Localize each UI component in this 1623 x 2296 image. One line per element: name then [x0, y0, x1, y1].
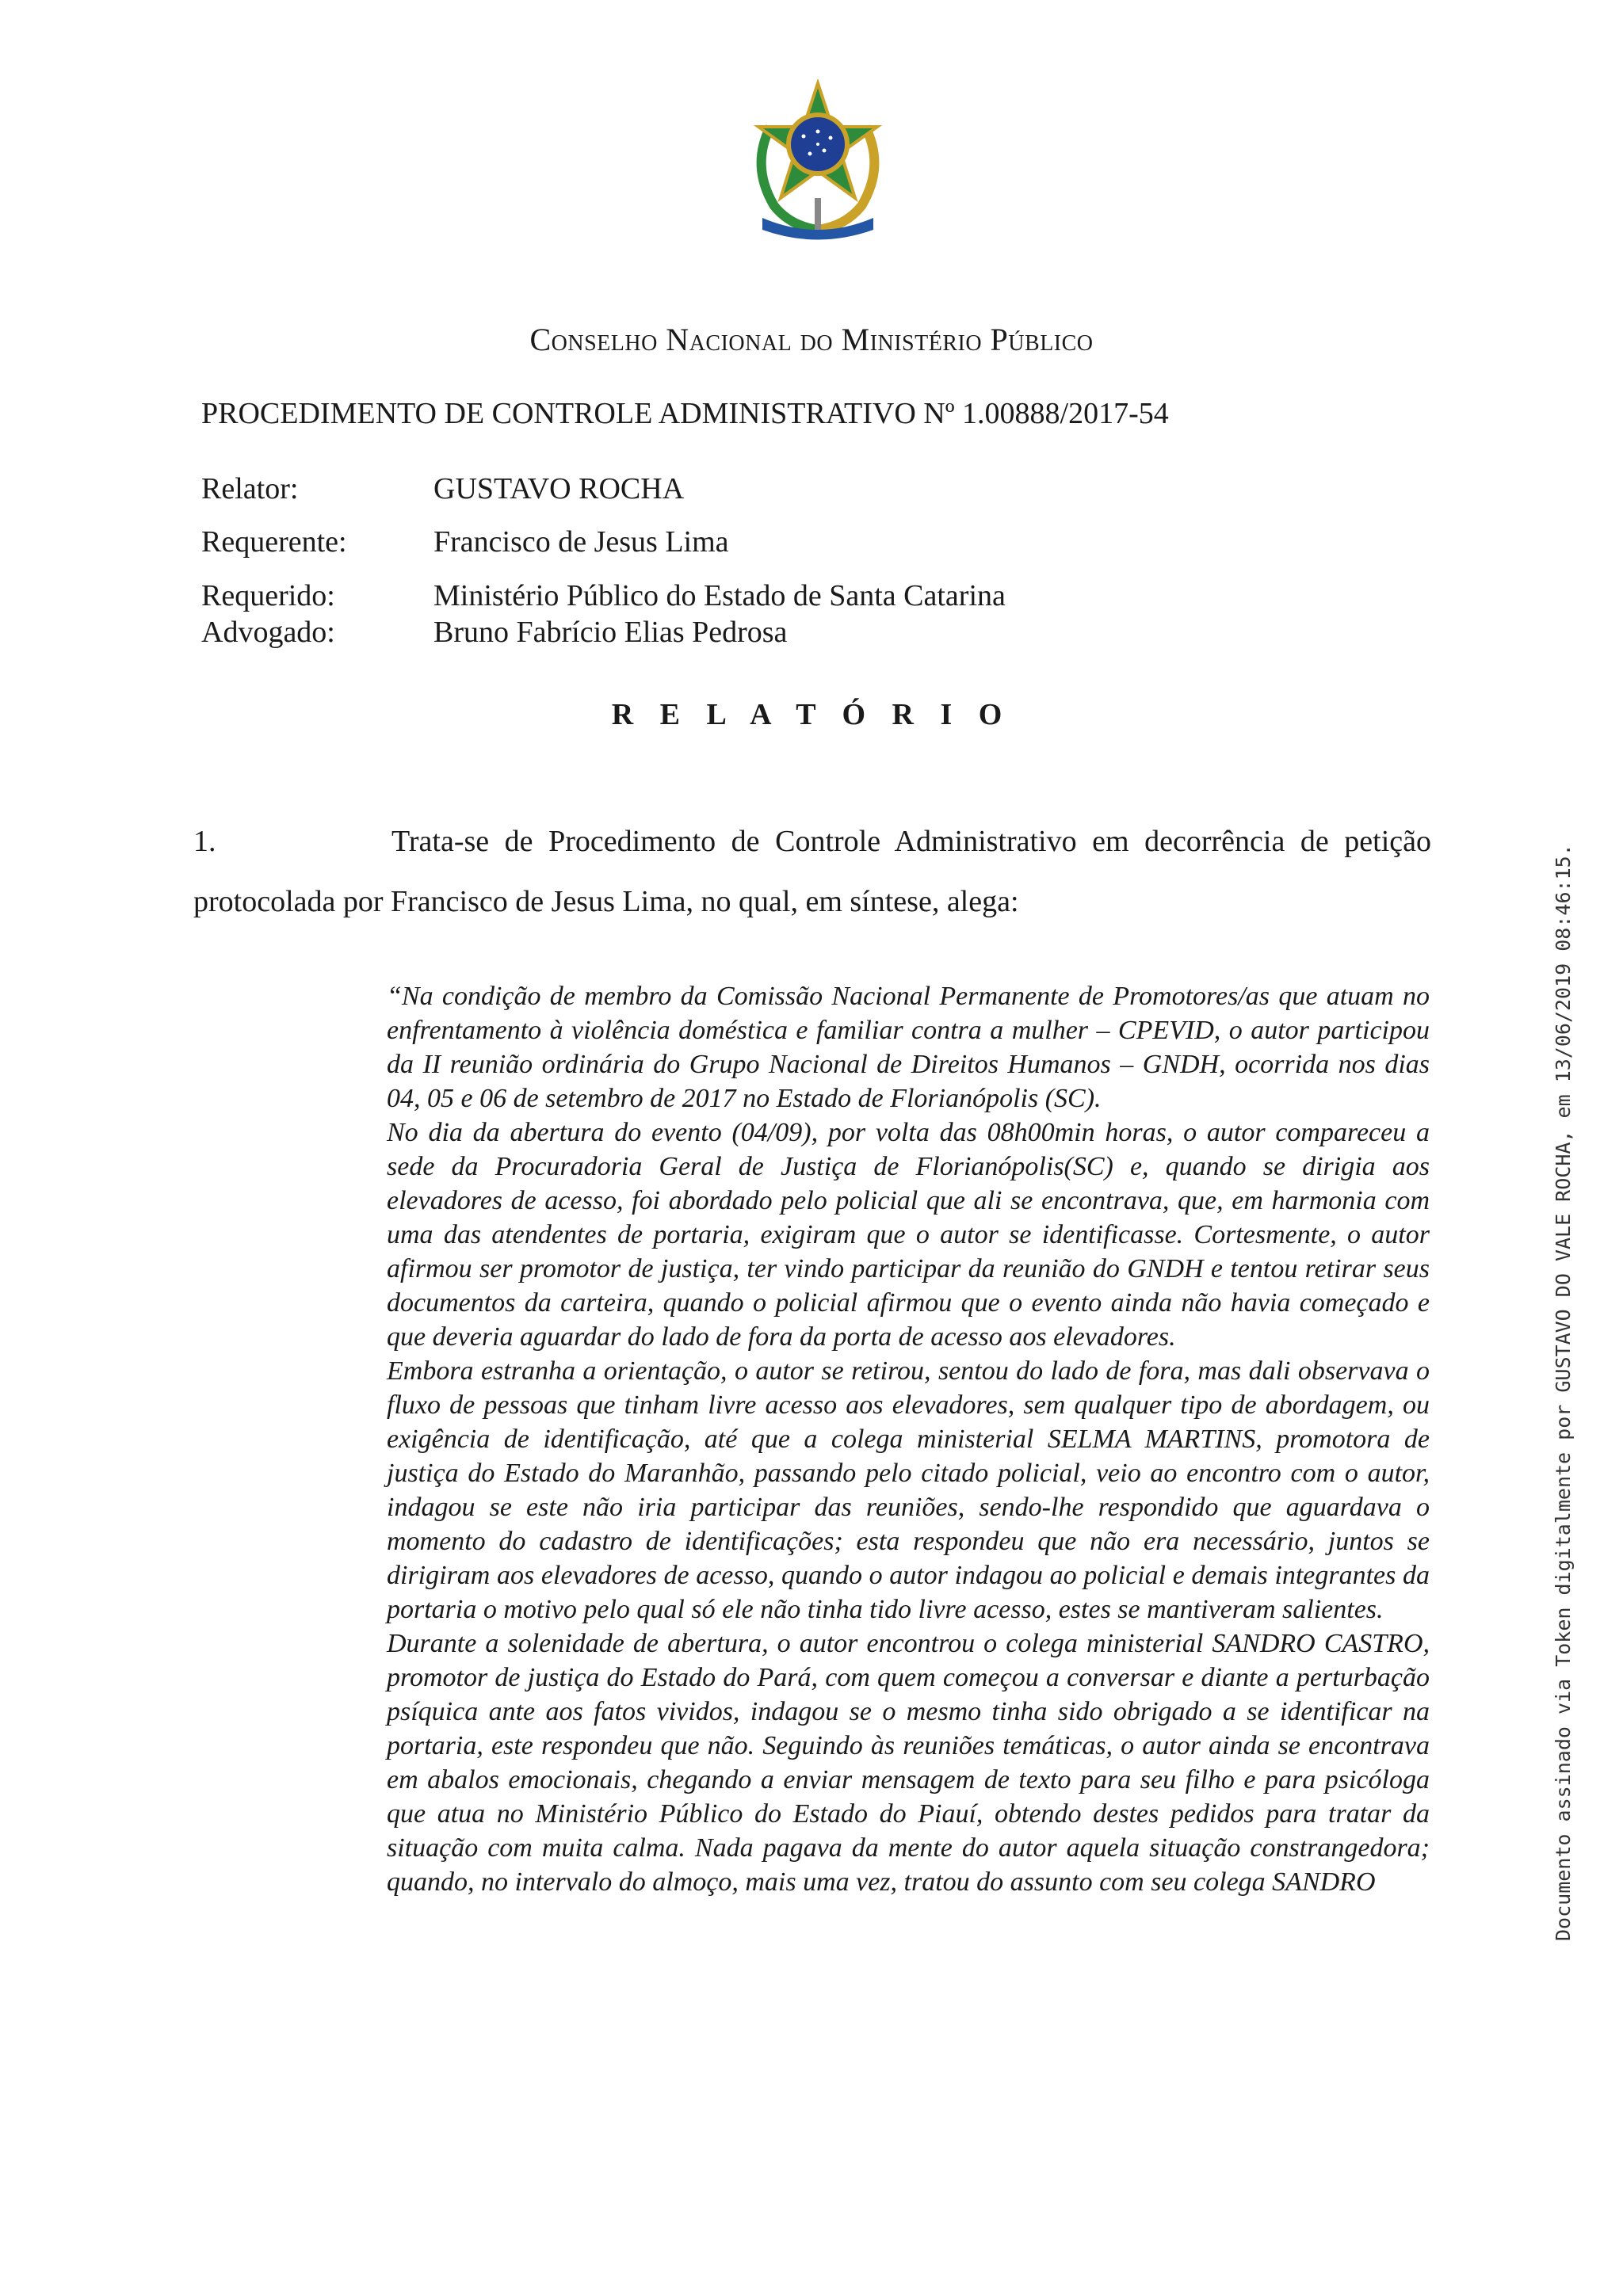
paragraph-number: 1. [193, 825, 216, 858]
party-label-requerente: Requerente: [201, 525, 347, 559]
party-label-relator: Relator: [201, 472, 299, 505]
paragraph-1 [193, 811, 1431, 932]
party-value-relator: GUSTAVO ROCHA [433, 472, 685, 505]
institution-title: Conselho Nacional do Ministério Público [529, 322, 1094, 357]
paragraph-text: Trata-se de Procedimento de Controle Administrativo em decorrência de petição protocolada por Francisco de Jesus Lima, no qual, em síntese, alega: [193, 825, 1431, 918]
quotation-block [387, 979, 1430, 1899]
section-heading: R E L A T Ó R I O [611, 698, 1012, 731]
quote-paragraph: No dia da abertura do evento (04/09), por volta das 08h00min horas, o autor compareceu a sede da Procuradoria Geral de Justiça de Florianópolis(SC) e, quando se dirigia aos elevadores de acesso, foi abordado pelo policial que ali se encontrava, que, em harmonia com uma das atendentes de portaria, exigiram que o autor se identificasse. Cortesmente, o autor afirmou ser promotor de justiça, ter vindo participar da reunião do GNDH e tentou retirar seus documentos da carteira, quando o policial afirmou que o evento ainda não havia começado e que deveria aguardar do lado de fora da porta de acesso aos elevadores. [387, 1118, 1430, 1352]
party-value-requerente: Francisco de Jesus Lima [433, 525, 729, 559]
quote-paragraph: Durante a solenidade de abertura, o autor encontrou o colega ministerial SANDRO CASTRO, promotor de justiça do Estado do Pará, com quem começou a conversar e diante a perturbação psíquica ante aos fatos vividos, indagou se o mesmo tinha sido obrigado a se identificar na portaria, este respondeu que não. Seguindo às reuniões temáticas, o autor ainda se encontrava em abalos emocionais, chegando a enviar mensagem de texto para seu filho e para psicóloga que atua no Ministério Público do Estado do Piauí, obtendo destes pedidos para tratar da situação com muita calma. Nada pagava da mente do autor aquela situação constrangedora; quando, no intervalo do almoço, mais uma vez, tratou do assunto com seu colega SANDRO [387, 1629, 1430, 1897]
party-label-requerido: Requerido: [201, 579, 335, 612]
party-value-advogado: Bruno Fabrício Elias Pedrosa [433, 616, 788, 649]
party-value-requerido: Ministério Público do Estado de Santa Catarina [433, 579, 1006, 612]
digital-signature-note: Documento assinado via Token digitalmente por GUSTAVO DO VALE ROCHA, em 13/06/2019 08:46:15. [1552, 844, 1575, 1941]
quote-paragraph: Embora estranha a orientação, o autor se retirou, sentou do lado de fora, mas dali observava o fluxo de pessoas que tinham livre acesso aos elevadores, sem qualquer tipo de abordagem, ou exigência de identificação, até que a colega ministerial SELMA MARTINS, promotora de justiça do Estado do Maranhão, passando pelo citado policial, veio ao encontro com o autor, indagou se este não iria participar das reuniões, sendo-lhe respondido que aguardava o momento do cadastro de identificações; esta respondeu que não era necessário, juntos se dirigiram aos elevadores de acesso, quando o autor indagou ao policial e demais integrantes da portaria o motivo pelo qual só ele não tinha tido livre acesso, estes se mantiveram salientes. [387, 1356, 1430, 1624]
coat-of-arms-emblem [747, 79, 889, 246]
party-label-advogado: Advogado: [201, 616, 335, 649]
quote-paragraph: “Na condição de membro da Comissão Nacional Permanente de Promotores/as que atuam no enfrentamento à violência doméstica e familiar contra a mulher – CPEVID, o autor participou da II reunião ordinária do Grupo Nacional de Direitos Humanos – GNDH, ocorrida nos dias 04, 05 e 06 de setembro de 2017 no Estado de Florianópolis (SC). [387, 982, 1430, 1113]
process-number: PROCEDIMENTO DE CONTROLE ADMINISTRATIVO Nº 1.00888/2017-54 [201, 397, 1169, 430]
